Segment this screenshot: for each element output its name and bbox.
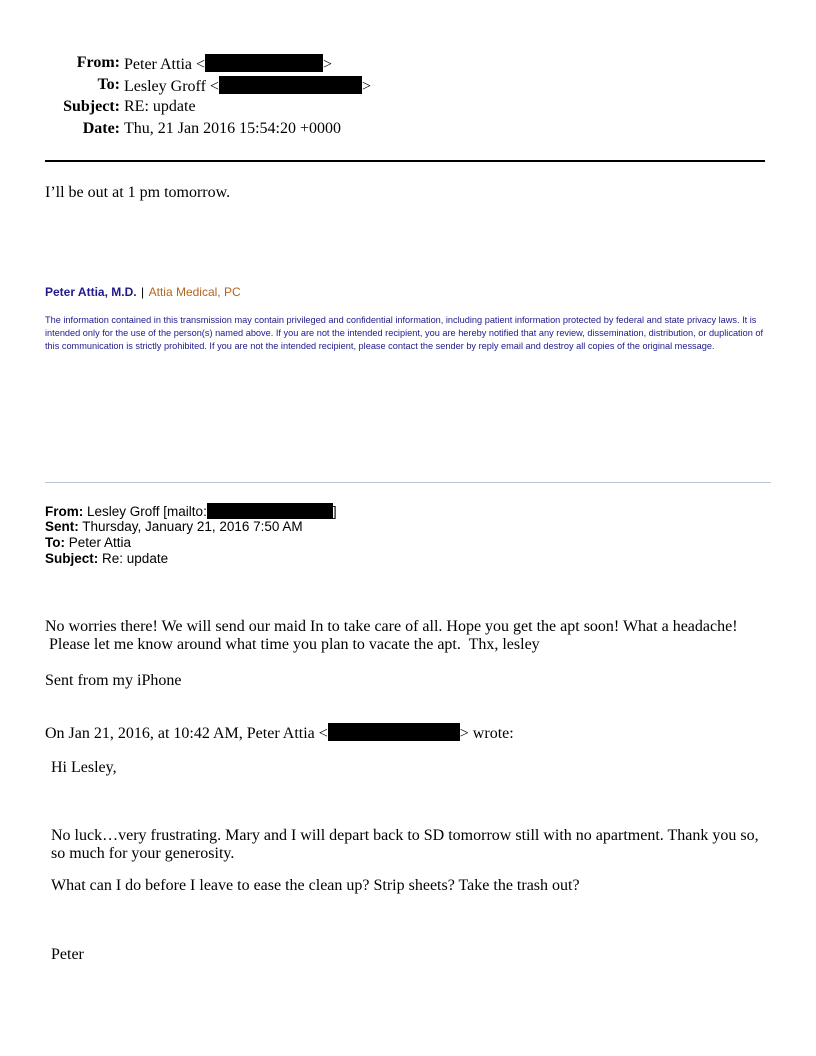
original-subject-label: Subject: bbox=[45, 551, 99, 566]
original-from bbox=[45, 503, 337, 519]
from-name: Peter Attia bbox=[124, 56, 192, 73]
original-body-line-1: No worries there! We will send our maid In to take care of all. Hope you get the apt soon! What a headache! bbox=[45, 618, 738, 635]
quoted-para-1-line-1: No luck…very frustrating. Mary and I will depart back to SD tomorrow still with no apartment. Thank you so, bbox=[51, 827, 759, 844]
to-value bbox=[124, 76, 371, 96]
original-from-label: From: bbox=[45, 504, 84, 519]
sent-from-iphone: Sent from my iPhone bbox=[45, 672, 182, 689]
angle-open: < bbox=[195, 56, 206, 73]
original-to-value: Peter Attia bbox=[68, 535, 132, 550]
to-label: To: bbox=[97, 76, 120, 93]
header-divider bbox=[45, 160, 765, 162]
quoted-signoff: Peter bbox=[51, 946, 84, 963]
quote-intro-end: > wrote: bbox=[459, 725, 514, 742]
signature-company: Attia Medical, PC bbox=[148, 285, 241, 299]
subject-value: RE: update bbox=[124, 98, 196, 115]
redaction-box bbox=[219, 76, 362, 94]
original-sent-value: Thursday, January 21, 2016 7:50 AM bbox=[82, 519, 303, 534]
signature-name: Peter Attia, M.D. bbox=[45, 285, 137, 299]
signature bbox=[45, 283, 241, 301]
original-subject bbox=[45, 551, 168, 566]
signature-separator: | bbox=[141, 285, 145, 299]
quoted-greeting: Hi Lesley, bbox=[51, 759, 117, 776]
quote-divider bbox=[45, 482, 771, 483]
to-name: Lesley Groff bbox=[124, 78, 206, 95]
redaction-box bbox=[207, 503, 333, 519]
subject-label: Subject: bbox=[63, 98, 120, 115]
original-sent bbox=[45, 519, 303, 534]
redaction-box bbox=[328, 723, 460, 741]
original-sent-label: Sent: bbox=[45, 519, 79, 534]
date-label: Date: bbox=[82, 120, 120, 137]
original-from-close: ] bbox=[332, 504, 337, 519]
original-to-label: To: bbox=[45, 535, 65, 550]
angle-close: > bbox=[361, 78, 371, 95]
original-subject-value: Re: update bbox=[102, 551, 169, 566]
original-from-value: Lesley Groff [mailto: bbox=[87, 504, 207, 519]
confidentiality-disclaimer: The information contained in this transmission may contain privileged and confidential information, including patient information protected by federal and state privacy laws. It is intended only for the use of the person(s) named above. If you are not the intended recipient, you are hereby notified that any review, dissemination, distribution, or duplication of this communication is strictly prohibited. If you are not the intended recipient, please contact the sender by reply email and destroy all copies of the original message. bbox=[45, 315, 764, 351]
quoted-para-2: What can I do before I leave to ease the clean up? Strip sheets? Take the trash out? bbox=[51, 877, 580, 894]
angle-open: < bbox=[209, 78, 219, 95]
date-value: Thu, 21 Jan 2016 15:54:20 +0000 bbox=[124, 120, 342, 137]
redaction-box bbox=[205, 54, 323, 72]
quoted-para-1-line-2: so much for your generosity. bbox=[51, 845, 235, 862]
from-value bbox=[124, 54, 332, 74]
from-label: From: bbox=[76, 54, 120, 71]
angle-close: > bbox=[323, 56, 333, 73]
quote-intro-start: On Jan 21, 2016, at 10:42 AM, Peter Attia < bbox=[45, 725, 328, 742]
original-body-line-2: Please let me know around what time you plan to vacate the apt. Thx, lesley bbox=[45, 636, 540, 653]
quote-intro bbox=[45, 723, 514, 743]
original-to bbox=[45, 535, 131, 550]
reply-body: I’ll be out at 1 pm tomorrow. bbox=[45, 184, 231, 201]
